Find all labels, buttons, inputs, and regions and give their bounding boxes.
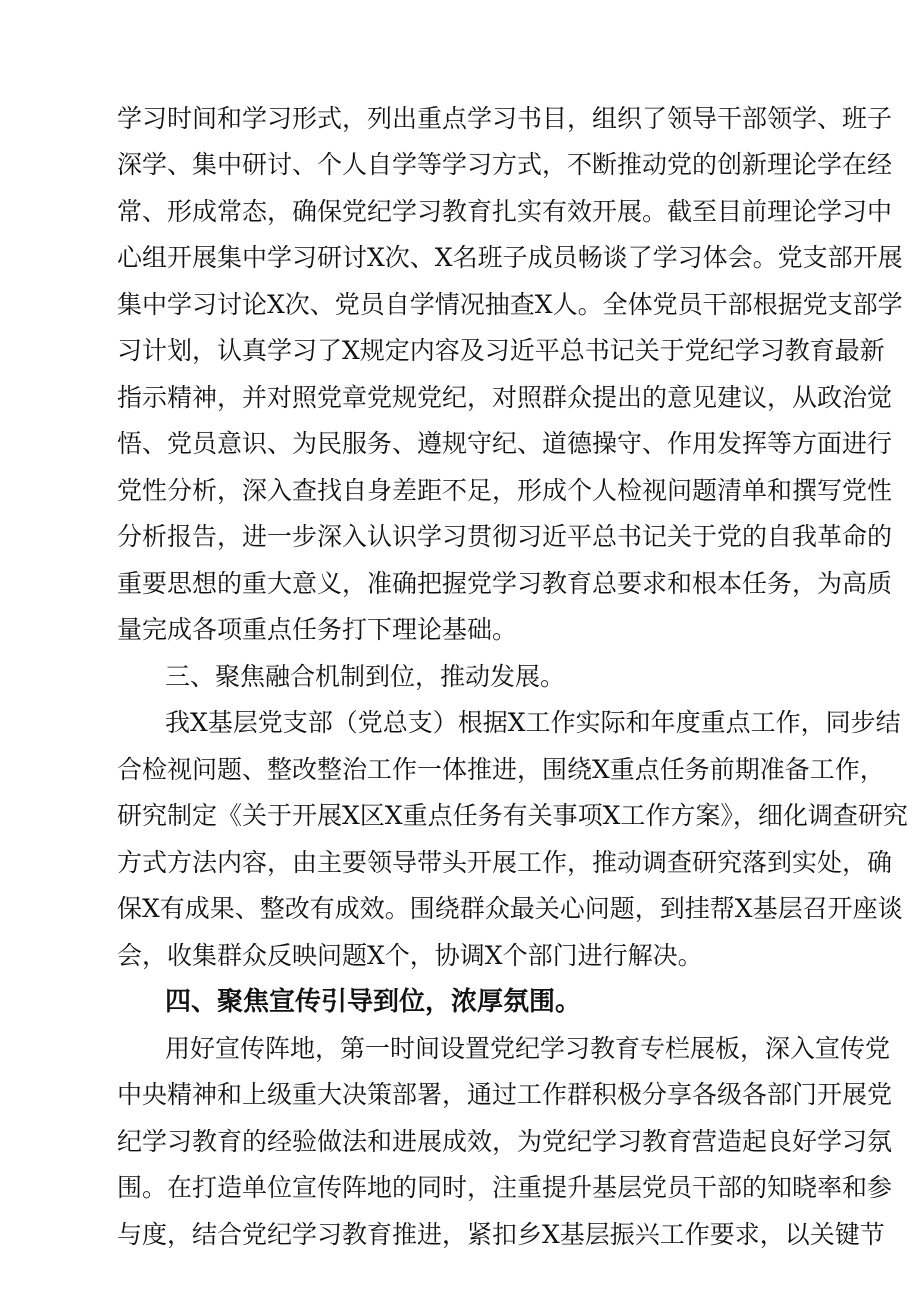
paragraph-line: 围。在打造单位宣传阵地的同时，注重提升基层党员干部的知晓率和参 [117, 1173, 893, 1202]
paragraph-line: 量完成各项重点任务打下理论基础。 [117, 615, 518, 644]
paragraph-line: 重要思想的重大意义，准确把握党学习教育总要求和根本任务，为高质 [117, 569, 893, 598]
paragraph-line: 习计划，认真学习了X规定内容及习近平总书记关于党纪学习教育最新 [117, 336, 885, 365]
paragraph-line: 悟、党员意识、为民服务、遵规守纪、道德操守、作用发挥等方面进行 [117, 429, 893, 458]
paragraph-line: 中央精神和上级重大决策部署，通过工作群积极分享各级各部门开展党 [117, 1080, 893, 1109]
paragraph-line: 常、形成常态，确保党纪学习教育扎实有效开展。截至目前理论学习中 [117, 197, 893, 226]
paragraph-line: 会，收集群众反映问题X个，协调X个部门进行解决。 [117, 941, 703, 970]
section-heading: 三、聚焦融合机制到位，推动发展。 [165, 662, 566, 691]
paragraph-line: 深学、集中研讨、个人自学等学习方式，不断推动党的创新理论学在经 [117, 150, 893, 179]
paragraph-line: 用好宣传阵地，第一时间设置党纪学习教育专栏展板，深入宣传党 [165, 1034, 891, 1063]
section-heading: 四、聚焦宣传引导到位，浓厚氛围。 [165, 987, 582, 1017]
paragraph-line: 集中学习讨论X次、党员自学情况抽查X人。全体党员干部根据党支部学 [117, 290, 903, 319]
paragraph-line: 保X有成果、整改有成效。围绕群众最关心问题，到挂帮X基层召开座谈 [117, 894, 903, 923]
paragraph-line: 心组开展集中学习研讨X次、X名班子成员畅谈了学习体会。党支部开展 [117, 243, 903, 272]
paragraph-line: 方式方法内容，由主要领导带头开展工作，推动调查研究落到实处，确 [117, 848, 893, 877]
paragraph-line: 研究制定《关于开展X区X重点任务有关事项X工作方案》，细化调查研究 [117, 801, 908, 830]
paragraph-line: 党性分析，深入查找自身差距不足，形成个人检视问题清单和撰写党性 [117, 476, 893, 505]
paragraph-line: 合检视问题、整改整治工作一体推进，围绕X重点任务前期准备工作， [117, 755, 885, 784]
paragraph-line: 与度，结合党纪学习教育推进，紧扣乡X基层振兴工作要求，以关键节 [117, 1220, 885, 1249]
paragraph-line: 分析报告，进一步深入认识学习贯彻习近平总书记关于党的自我革命的 [117, 522, 893, 551]
paragraph-line: 学习时间和学习形式，列出重点学习书目，组织了领导干部领学、班子 [117, 104, 893, 133]
paragraph-line: 纪学习教育的经验做法和进展成效，为党纪学习教育营造起良好学习氛 [117, 1127, 893, 1156]
paragraph-line: 指示精神，并对照党章党规党纪，对照群众提出的意见建议，从政治觉 [117, 383, 893, 412]
paragraph-line: 我X基层党支部（党总支）根据X工作实际和年度重点工作，同步结 [165, 708, 901, 737]
